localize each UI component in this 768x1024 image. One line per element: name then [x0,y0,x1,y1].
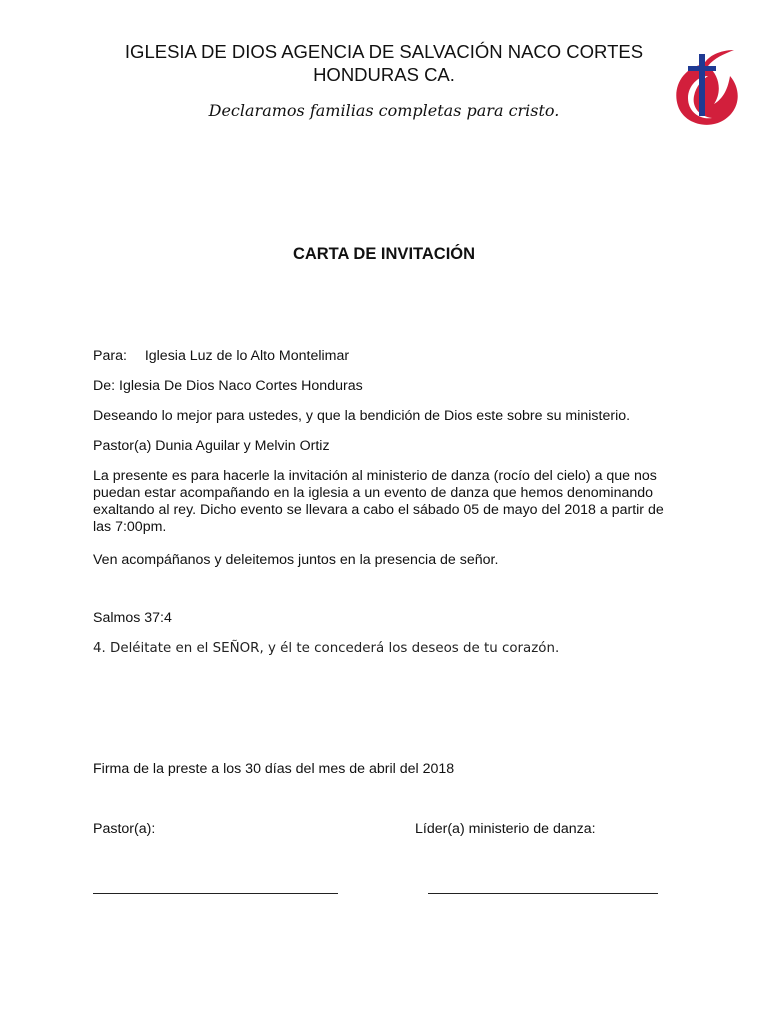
body-line: puedan estar acompañando en la iglesia a un evento de danza que hemos denominando [93,485,654,501]
organization-name-line2: HONDURAS CA. [313,64,455,85]
body-line: exaltando al rey. Dicho evento se llevara a cabo el sábado 05 de mayo del 2018 a partir de [93,502,664,518]
sender-line: De: Iglesia De Dios Naco Cortes Honduras [93,378,363,394]
recipient-label: Para: [93,348,127,364]
flame-ring [676,50,737,125]
cross-vertical [699,54,705,116]
body-line: las 7:00pm. [93,519,167,535]
verse-text: 4. Deléitate en el SEÑOR, y él te concederá los deseos de tu corazón. [93,641,560,656]
organization-name-line1: IGLESIA DE DIOS AGENCIA DE SALVACIÓN NACO CORTES [124,41,644,62]
leader-signature-line [428,893,658,894]
leader-signature-label: Líder(a) ministerio de danza: [415,821,596,837]
letter-title: CARTA DE INVITACIÓN [292,245,476,263]
verse-reference: Salmos 37:4 [93,610,172,626]
signature-date-line: Firma de la preste a los 30 días del mes de abril del 2018 [93,761,455,777]
cross-horizontal [688,66,716,71]
body-line: La presente es para hacerle la invitación al ministerio de danza (rocío del cielo) a que nos [93,468,657,484]
greeting-line: Deseando lo mejor para ustedes, y que la bendición de Dios este sobre su ministerio. [93,408,631,424]
motto: Declaramos familias completas para cristo. [208,101,560,120]
pastors-line: Pastor(a) Dunia Aguilar y Melvin Ortiz [93,438,330,454]
pastor-signature-label: Pastor(a): [93,821,156,837]
closing-line: Ven acompáñanos y deleitemos juntos en la presencia de señor. [93,552,499,568]
invitation-body [93,468,683,536]
pastor-signature-line [93,893,338,894]
recipient-value: Iglesia Luz de lo Alto Montelimar [144,348,350,364]
organization-name [100,40,668,86]
recipient-line [93,348,683,365]
cross-flame-logo-icon [668,46,744,130]
